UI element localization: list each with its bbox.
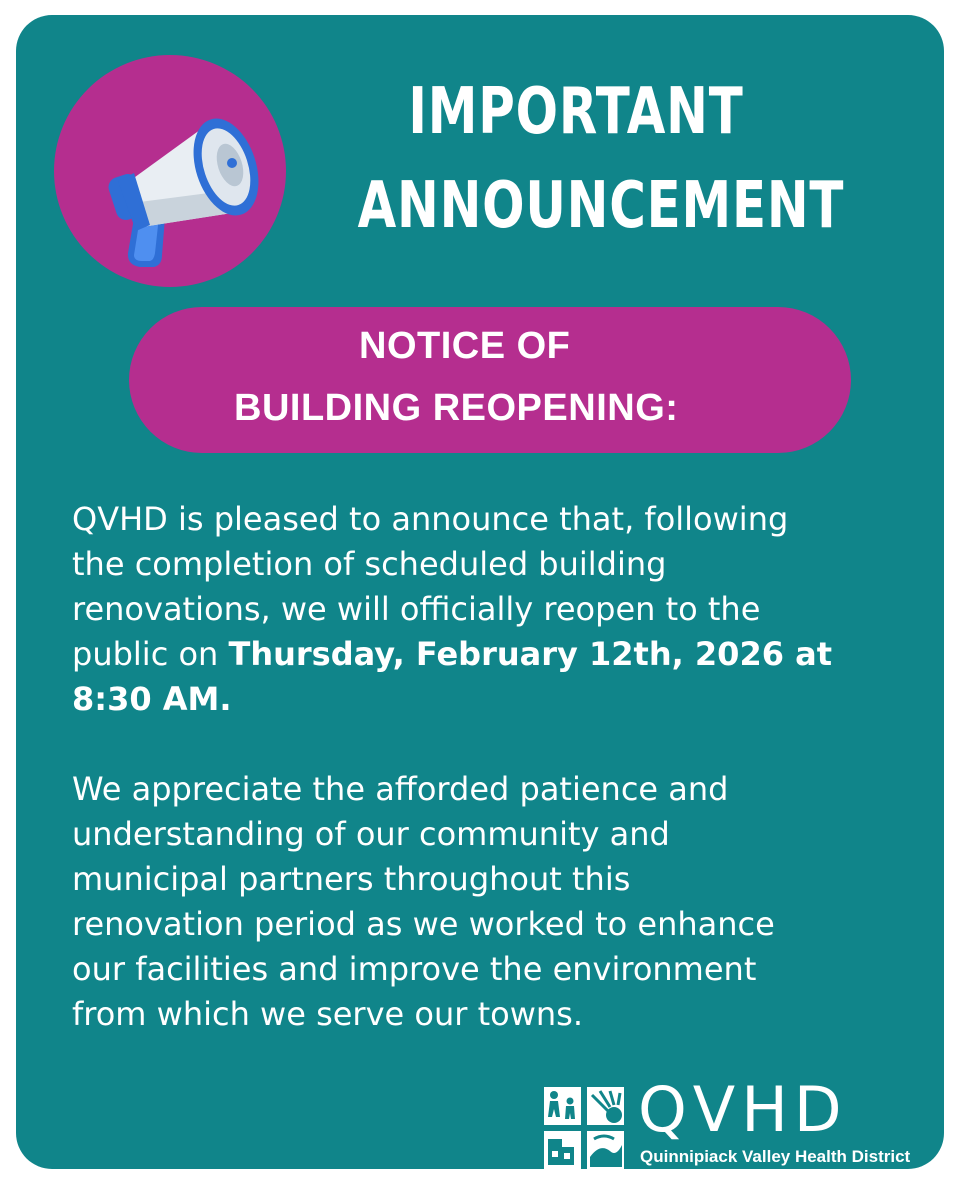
headline xyxy=(357,65,845,253)
qvhd-logo-icon xyxy=(544,1087,624,1169)
notice-line2: BUILDING REOPENING: xyxy=(234,387,679,429)
body-p1-line4 xyxy=(72,632,932,677)
megaphone-icon xyxy=(54,55,286,287)
megaphone-badge xyxy=(54,55,286,287)
logo-full-name: Quinnipiack Valley Health District xyxy=(640,1147,911,1166)
notice-line1: NOTICE OF xyxy=(359,325,571,367)
logo-acronym: QVHD xyxy=(638,1073,848,1146)
reopen-time: 8:30 AM. xyxy=(72,680,232,718)
notice-banner xyxy=(129,307,851,453)
headline-line1: IMPORTANT xyxy=(408,75,744,149)
headline-line2: ANNOUNCEMENT xyxy=(357,169,845,243)
body-p1-line3: renovations, we will officially reopen to the xyxy=(72,590,761,628)
announcement-body xyxy=(72,497,932,1037)
body-p1-line4-prefix: public on xyxy=(72,635,229,673)
body-p1-line1: QVHD is pleased to announce that, following xyxy=(72,500,789,538)
body-p1-line2: the completion of scheduled building xyxy=(72,545,667,583)
reopen-date: Thursday, February 12th, 2026 at xyxy=(228,635,832,673)
paragraph-gap xyxy=(72,722,932,767)
body-p2-line4: renovation period as we worked to enhance xyxy=(72,905,775,943)
body-p2-line2: understanding of our community and xyxy=(72,815,670,853)
body-p2-line5: our facilities and improve the environment xyxy=(72,950,757,988)
announcement-card xyxy=(16,15,944,1169)
body-p2-line6: from which we serve our towns. xyxy=(72,995,583,1033)
body-p2-line3: municipal partners throughout this xyxy=(72,860,631,898)
body-p2-line1: We appreciate the afforded patience and xyxy=(72,770,729,808)
body-p1-line5 xyxy=(72,677,932,722)
